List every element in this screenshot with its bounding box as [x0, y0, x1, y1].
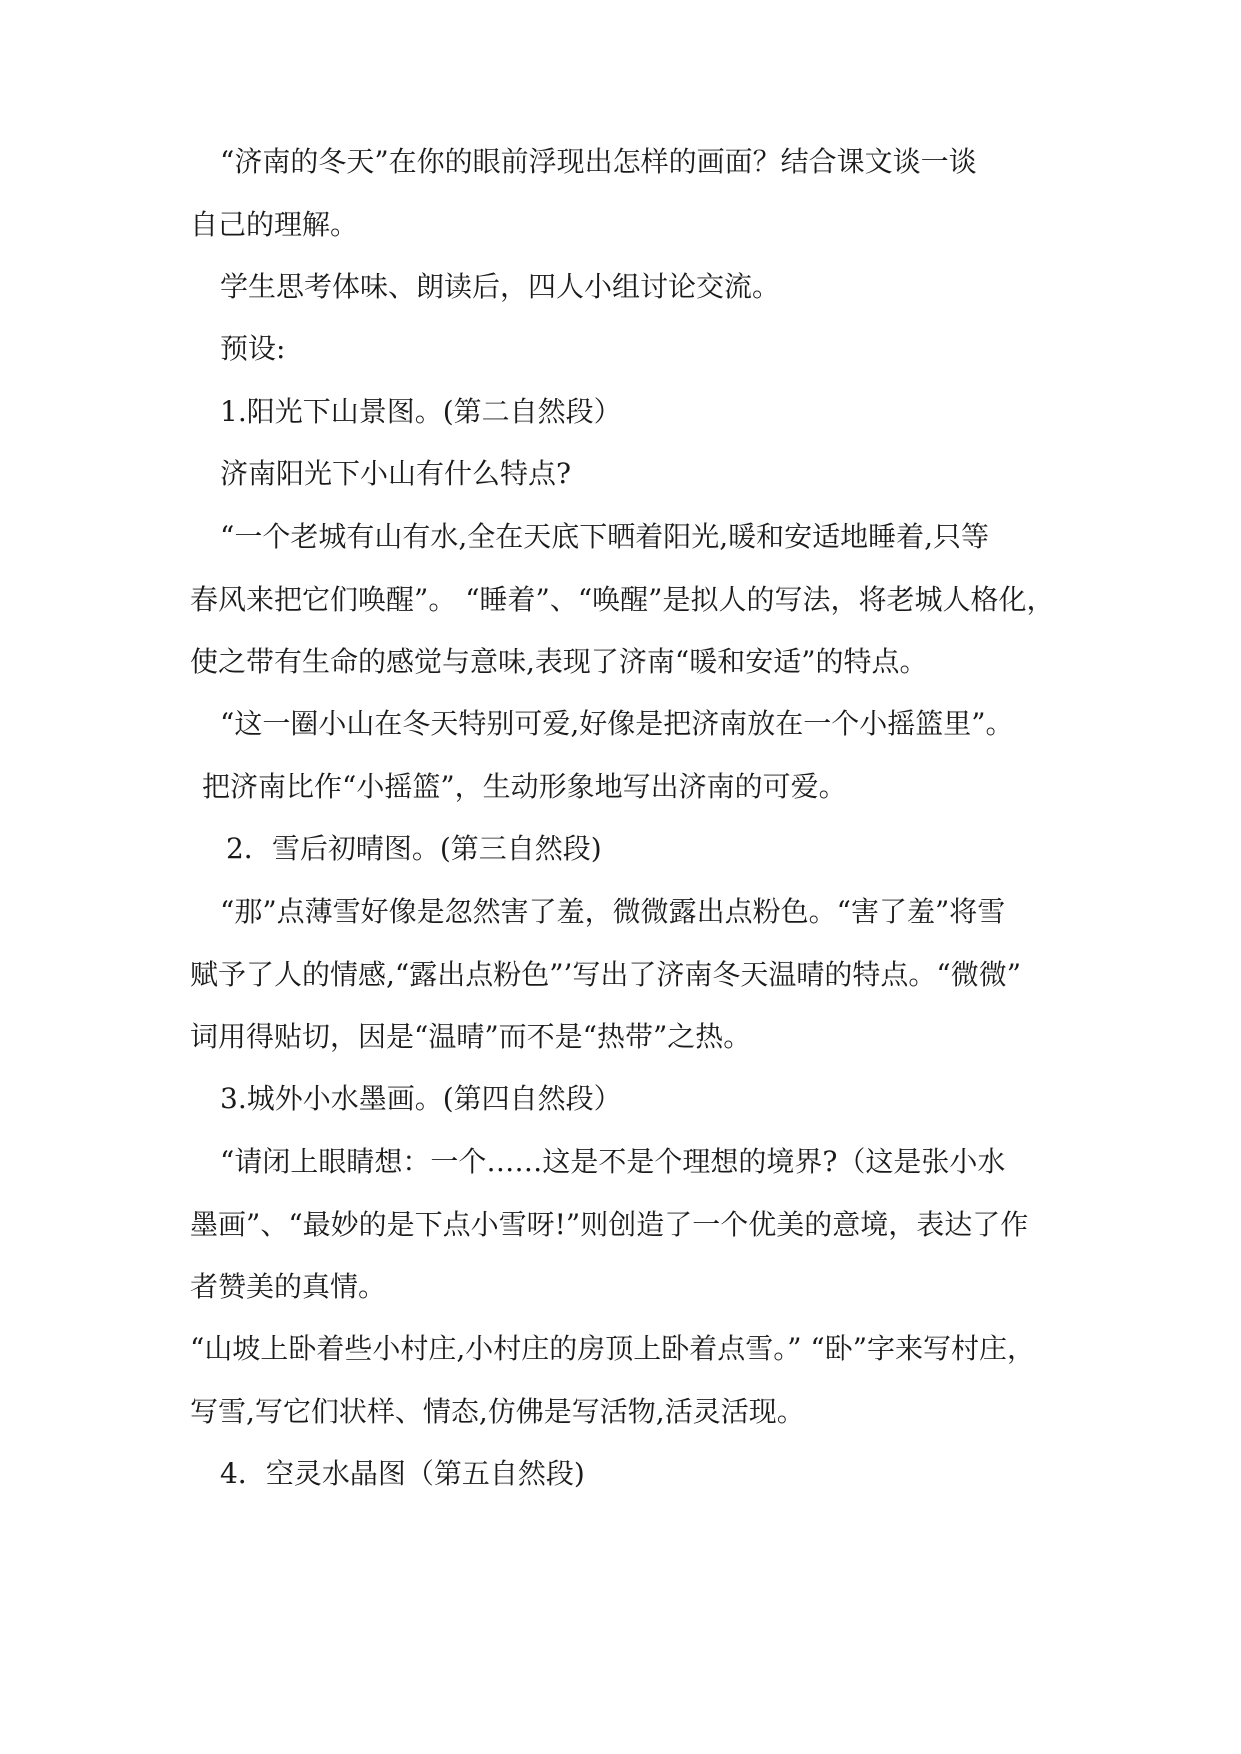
text-line: 2．雪后初晴图。(第三自然段) — [226, 832, 602, 865]
text-line: “山坡上卧着些小村庄,小村庄的房顶上卧着点雪。” “卧”字来写村庄， — [190, 1332, 1036, 1365]
section-heading-2 — [190, 818, 1060, 881]
text-line: 济南阳光下小山有什么特点? — [220, 457, 572, 490]
paragraph-activity — [190, 256, 1060, 319]
section-heading-4 — [190, 1443, 1060, 1506]
paragraph-analysis-3a — [190, 1131, 1060, 1319]
text-line: 自己的理解。 — [190, 207, 359, 241]
paragraph-analysis-1b — [190, 693, 1060, 756]
text-line: 墨画”、“最妙的是下点小雪呀!”则创造了一个优美的意境，表达了作 — [190, 1207, 1029, 1241]
text-line: “济南的冬天”在你的眼前浮现出怎样的画面？结合课文谈一谈 — [220, 145, 977, 178]
section-heading-3 — [190, 1068, 1060, 1131]
paragraph-question — [190, 131, 1060, 256]
text-line: “请闭上眼睛想：一个……这是不是个理想的境界?（这是张小水 — [220, 1145, 1006, 1178]
paragraph-question-1 — [190, 443, 1060, 506]
text-line: 3.城外小水墨画。(第四自然段） — [220, 1082, 622, 1115]
paragraph-analysis-1c — [190, 756, 1060, 819]
section-heading-1 — [190, 381, 1060, 444]
text-line: 1.阳光下山景图。(第二自然段） — [220, 395, 622, 428]
text-line: 写雪,写它们状样、情态,仿佛是写活物,活灵活现。 — [190, 1394, 805, 1428]
text-line: “一个老城有山有水,全在天底下晒着阳光,暖和安适地睡着,只等 — [220, 520, 990, 553]
text-line: 预设: — [220, 332, 286, 365]
paragraph-analysis-1a — [190, 506, 1060, 694]
text-line: “那”点薄雪好像是忽然害了羞，微微露出点粉色。“害了羞”将雪 — [220, 895, 1006, 928]
text-line: 使之带有生命的感觉与意味,表现了济南“暖和安适”的特点。 — [190, 645, 928, 678]
text-line: 者赞美的真情。 — [190, 1270, 387, 1303]
text-line: 赋予了人的情感,“露出点粉色”’写出了济南冬天温晴的特点。“微微” — [190, 957, 1022, 991]
paragraph-preset — [190, 318, 1060, 381]
text-line: 4．空灵水晶图（第五自然段) — [220, 1457, 585, 1490]
text-line: 春风来把它们唤醒”。 “睡着”、“唤醒”是拟人的写法，将老城人格化， — [190, 582, 1055, 616]
paragraph-analysis-3b — [190, 1318, 1060, 1443]
text-line: “这一圈小山在冬天特别可爱,好像是把济南放在一个小摇篮里”。 — [220, 707, 1014, 740]
paragraph-analysis-2 — [190, 881, 1060, 1069]
text-line: 把济南比作“小摇篮”，生动形象地写出济南的可爱。 — [202, 770, 847, 803]
text-line: 词用得贴切，因是“温晴”而不是“热带”之热。 — [190, 1020, 752, 1053]
text-line: 学生思考体味、朗读后，四人小组讨论交流。 — [220, 270, 781, 303]
